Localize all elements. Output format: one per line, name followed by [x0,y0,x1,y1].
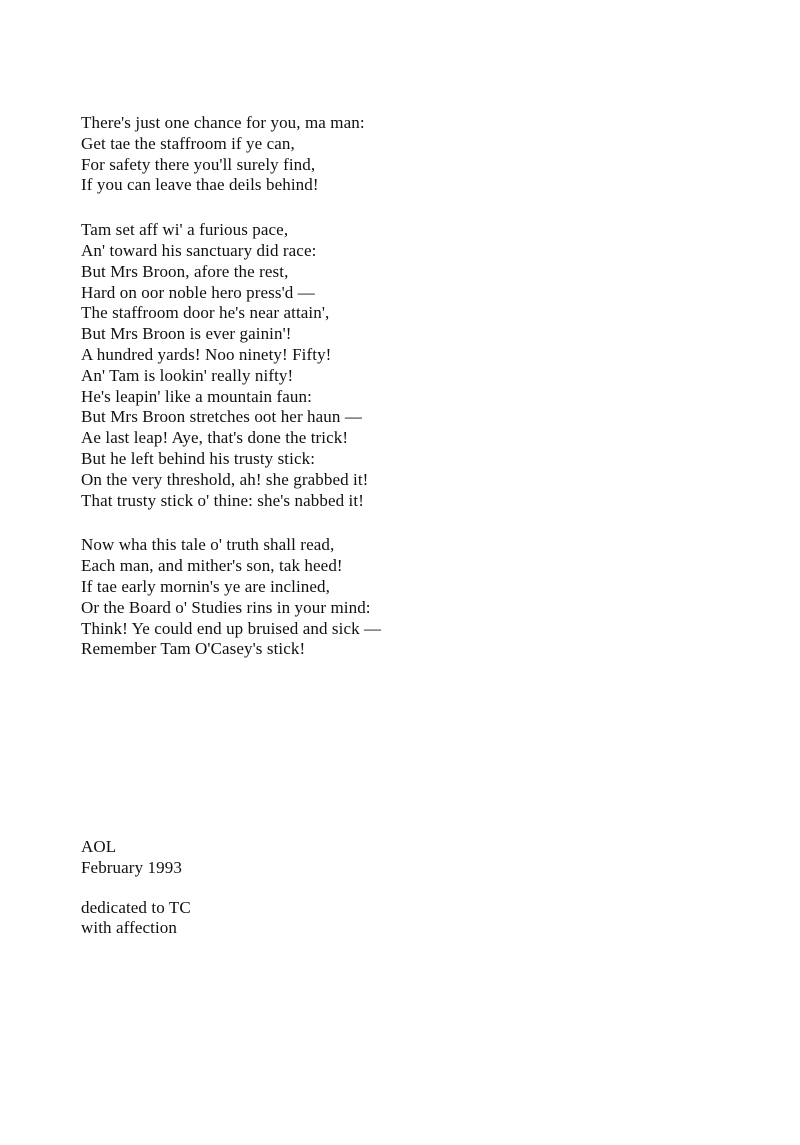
poem-line: Hard on oor noble hero press'd — [81,282,315,302]
poem-line: An' Tam is lookin' really nifty! [81,365,294,385]
poem-line: That trusty stick o' thine: she's nabbed it! [81,490,364,510]
stanza-1 [81,113,721,196]
poem-line: The staffroom door he's near attain', [81,303,330,323]
dedication-line: with affection [81,918,177,938]
poem-line: Or the Board o' Studies rins in your mind: [81,597,371,617]
dedication-line: dedicated to TC [81,897,191,917]
poem-line: An' toward his sanctuary did race: [81,240,317,260]
poem-line: A hundred yards! Noo ninety! Fifty! [81,344,332,364]
poem-line: If tae early mornin's ye are inclined, [81,576,331,596]
stanza-2 [81,220,721,511]
stanza-3 [81,535,721,660]
signoff-block [81,837,481,939]
poem-line: Now wha this tale o' truth shall read, [81,535,335,555]
poem-line: But he left behind his trusty stick: [81,448,316,468]
poem-line: If you can leave thae deils behind! [81,175,319,195]
poem-line: But Mrs Broon, afore the rest, [81,261,289,281]
poem-body [81,113,721,660]
poem-line: Remember Tam O'Casey's stick! [81,639,306,659]
poem-line: For safety there you'll surely find, [81,154,316,174]
author-initials: AOL [81,837,117,856]
poem-line: Tam set aff wi' a furious pace, [81,220,289,240]
poem-line: Each man, and mither's son, tak heed! [81,556,343,576]
dedication [81,898,481,940]
poem-line: Get tae the staffroom if ye can, [81,133,295,153]
poem-line: But Mrs Broon stretches oot her haun — [81,407,362,427]
poem-line: There's just one chance for you, ma man: [81,113,365,132]
poem-line: But Mrs Broon is ever gainin'! [81,324,292,344]
date-line: February 1993 [81,857,182,877]
poem-line: Think! Ye could end up bruised and sick — [81,618,382,638]
poem-line: On the very threshold, ah! she grabbed it! [81,469,369,489]
poem-line: He's leapin' like a mountain faun: [81,386,312,406]
poem-line: Ae last leap! Aye, that's done the trick! [81,428,349,448]
